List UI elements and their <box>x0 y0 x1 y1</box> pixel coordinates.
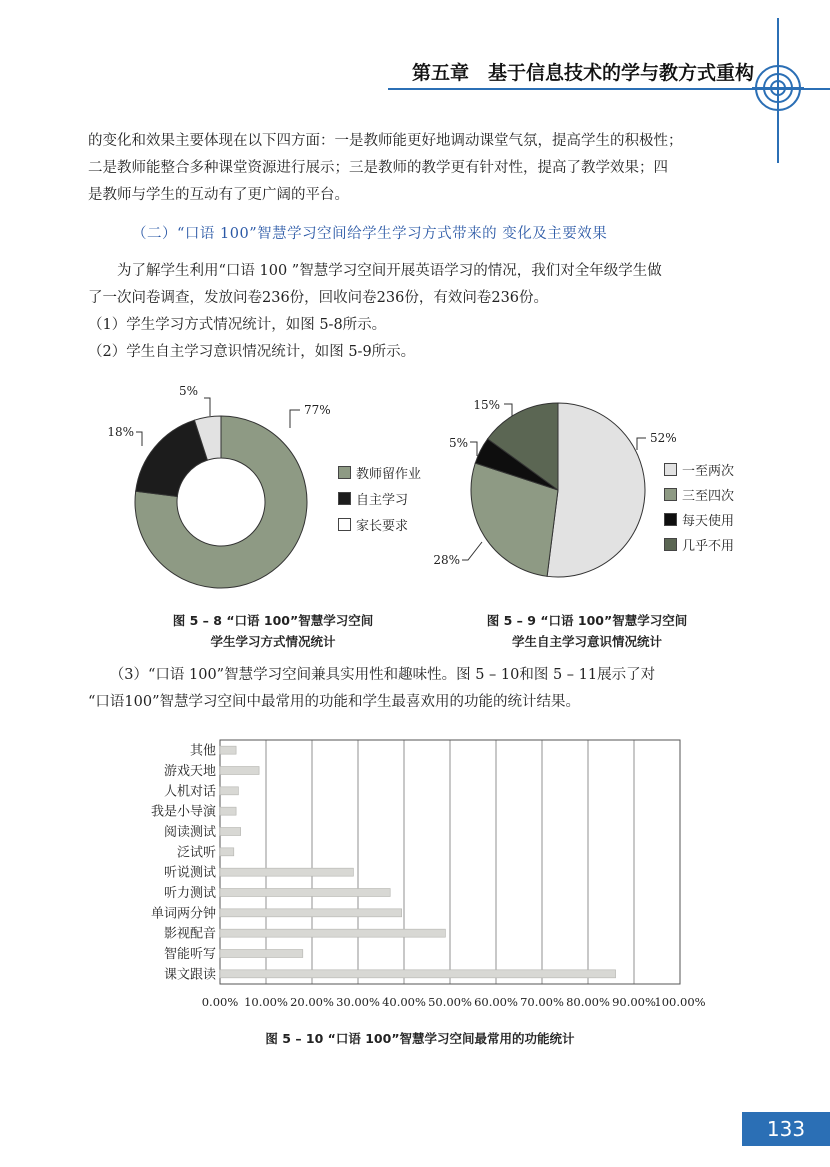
data-label: 5% <box>448 436 468 450</box>
legend-swatch <box>338 492 351 505</box>
category-label: 听说测试 <box>163 865 216 881</box>
legend-swatch <box>664 463 677 476</box>
text-line: 二是教师能整合多种课堂资源进行展示；三是教师的教学更有针对性，提高了教学效果；四 <box>88 160 668 176</box>
legend-item <box>664 535 734 554</box>
legend-item <box>664 460 734 479</box>
figure-caption-5-9 <box>442 610 732 652</box>
leader-line <box>637 438 646 450</box>
x-tick-label: 60.00% <box>474 995 518 1009</box>
legend-swatch <box>664 488 677 501</box>
data-label: 28% <box>433 553 460 567</box>
text-line: 为了解学生利用“口语 100 ”智慧学习空间开展英语学习的情况，我们对全年级学生做 <box>88 263 662 279</box>
legend-item <box>338 463 421 482</box>
target-circle-icon <box>752 62 804 114</box>
x-tick-label: 20.00% <box>290 995 334 1009</box>
legend-label: 教师留作业 <box>356 467 422 482</box>
leader-line <box>504 404 512 416</box>
category-label: 影视配音 <box>163 926 216 942</box>
caption-line: 学生自主学习意识情况统计 <box>511 634 662 649</box>
legend-swatch <box>664 538 677 551</box>
x-tick-label: 30.00% <box>336 995 380 1009</box>
paragraph-features <box>88 662 768 716</box>
section-subheading: （二）“口语 100”智慧学习空间给学生学习方式带来的 变化及主要效果 <box>132 226 608 242</box>
x-tick-label: 100.00% <box>654 995 706 1009</box>
legend-label: 自主学习 <box>356 493 409 508</box>
text-line: （1）学生学习方式情况统计，如图 5-8所示。 <box>88 317 387 333</box>
legend-label: 每天使用 <box>682 514 735 529</box>
legend-label: 家长要求 <box>356 519 409 534</box>
bar <box>220 767 259 775</box>
legend-item <box>664 485 734 504</box>
x-tick-label: 40.00% <box>382 995 426 1009</box>
x-tick-label: 70.00% <box>520 995 564 1009</box>
category-label: 单词两分钟 <box>150 906 216 922</box>
legend-item <box>338 515 421 534</box>
data-label: 15% <box>473 398 500 412</box>
legend-item <box>664 510 734 529</box>
figure-caption-5-8 <box>128 610 418 652</box>
legend-swatch <box>664 513 677 526</box>
category-label: 其他 <box>189 743 216 759</box>
text-line: （2）学生自主学习意识情况统计，如图 5-9所示。 <box>88 344 416 360</box>
bar <box>220 848 234 856</box>
bar <box>220 746 236 754</box>
leader-line <box>290 410 300 428</box>
text-line: （3）“口语 100”智慧学习空间兼具实用性和趣味性。图 5 – 10和图 5 – 11展示了对 <box>88 667 656 683</box>
text-line: 的变化和效果主要体现在以下四方面：一是教师能更好地调动课堂气氛，提高学生的积极性； <box>88 133 683 149</box>
paragraph-intro <box>88 128 768 209</box>
category-label: 智能听写 <box>163 947 216 962</box>
legend-swatch <box>338 466 351 479</box>
category-label: 泛试听 <box>176 845 216 861</box>
leader-line <box>136 432 142 446</box>
pie-chart-self-study <box>430 392 677 592</box>
figure-caption-5-10: 图 5 – 10 “口语 100”智慧学习空间最常用的功能统计 <box>265 1031 575 1046</box>
bar <box>220 868 353 876</box>
bar <box>220 787 238 795</box>
x-tick-label: 90.00% <box>612 995 656 1009</box>
paragraph-survey <box>88 258 768 366</box>
text-line: “口语100”智慧学习空间中最常用的功能和学生最喜欢用的功能的统计结果。 <box>88 694 580 710</box>
bar <box>220 950 303 958</box>
x-tick-label: 80.00% <box>566 995 610 1009</box>
text-line: 了一次问卷调查，发放问卷236份，回收问卷236份，有效问卷236份。 <box>88 290 549 306</box>
x-tick-label: 0.00% <box>201 995 239 1009</box>
bar <box>220 828 241 836</box>
data-label: 77% <box>304 403 331 417</box>
x-tick-label: 10.00% <box>244 995 288 1009</box>
caption-line: 图 5 – 9 “口语 100”智慧学习空间 <box>486 613 688 628</box>
category-label: 人机对话 <box>163 784 216 800</box>
data-label: 18% <box>107 425 134 439</box>
data-label: 52% <box>650 431 677 445</box>
pie-slice <box>136 420 208 496</box>
bar <box>220 909 402 917</box>
bar <box>220 889 390 897</box>
legend-item <box>338 489 421 508</box>
chapter-title: 第五章 基于信息技术的学与教方式重构 <box>412 62 755 84</box>
caption-line: 学生学习方式情况统计 <box>210 634 336 649</box>
leader-line <box>462 542 482 560</box>
category-label: 游戏天地 <box>163 764 216 779</box>
text-line: 是教师与学生的互动有了更广阔的平台。 <box>88 187 349 203</box>
legend-chart-5-8 <box>338 463 421 534</box>
data-label: 5% <box>178 384 198 398</box>
leader-line <box>204 398 210 416</box>
bar-chart-common-features <box>120 732 720 1022</box>
legend-label: 几乎不用 <box>682 539 735 554</box>
page-number: 133 <box>742 1112 830 1146</box>
bar <box>220 929 445 937</box>
category-label: 听力测试 <box>163 886 216 901</box>
caption-line: 图 5 – 8 “口语 100”智慧学习空间 <box>172 613 374 628</box>
category-label: 阅读测试 <box>163 825 216 840</box>
legend-swatch <box>338 518 351 531</box>
bar <box>220 970 616 978</box>
x-tick-label: 50.00% <box>428 995 472 1009</box>
legend-label: 三至四次 <box>682 489 735 504</box>
bar <box>220 807 236 815</box>
leader-line <box>470 442 477 456</box>
pie-slice <box>547 403 645 577</box>
category-label: 课文跟读 <box>163 967 216 983</box>
legend-chart-5-9 <box>664 460 734 554</box>
legend-label: 一至两次 <box>682 464 735 479</box>
category-label: 我是小导演 <box>150 804 216 820</box>
